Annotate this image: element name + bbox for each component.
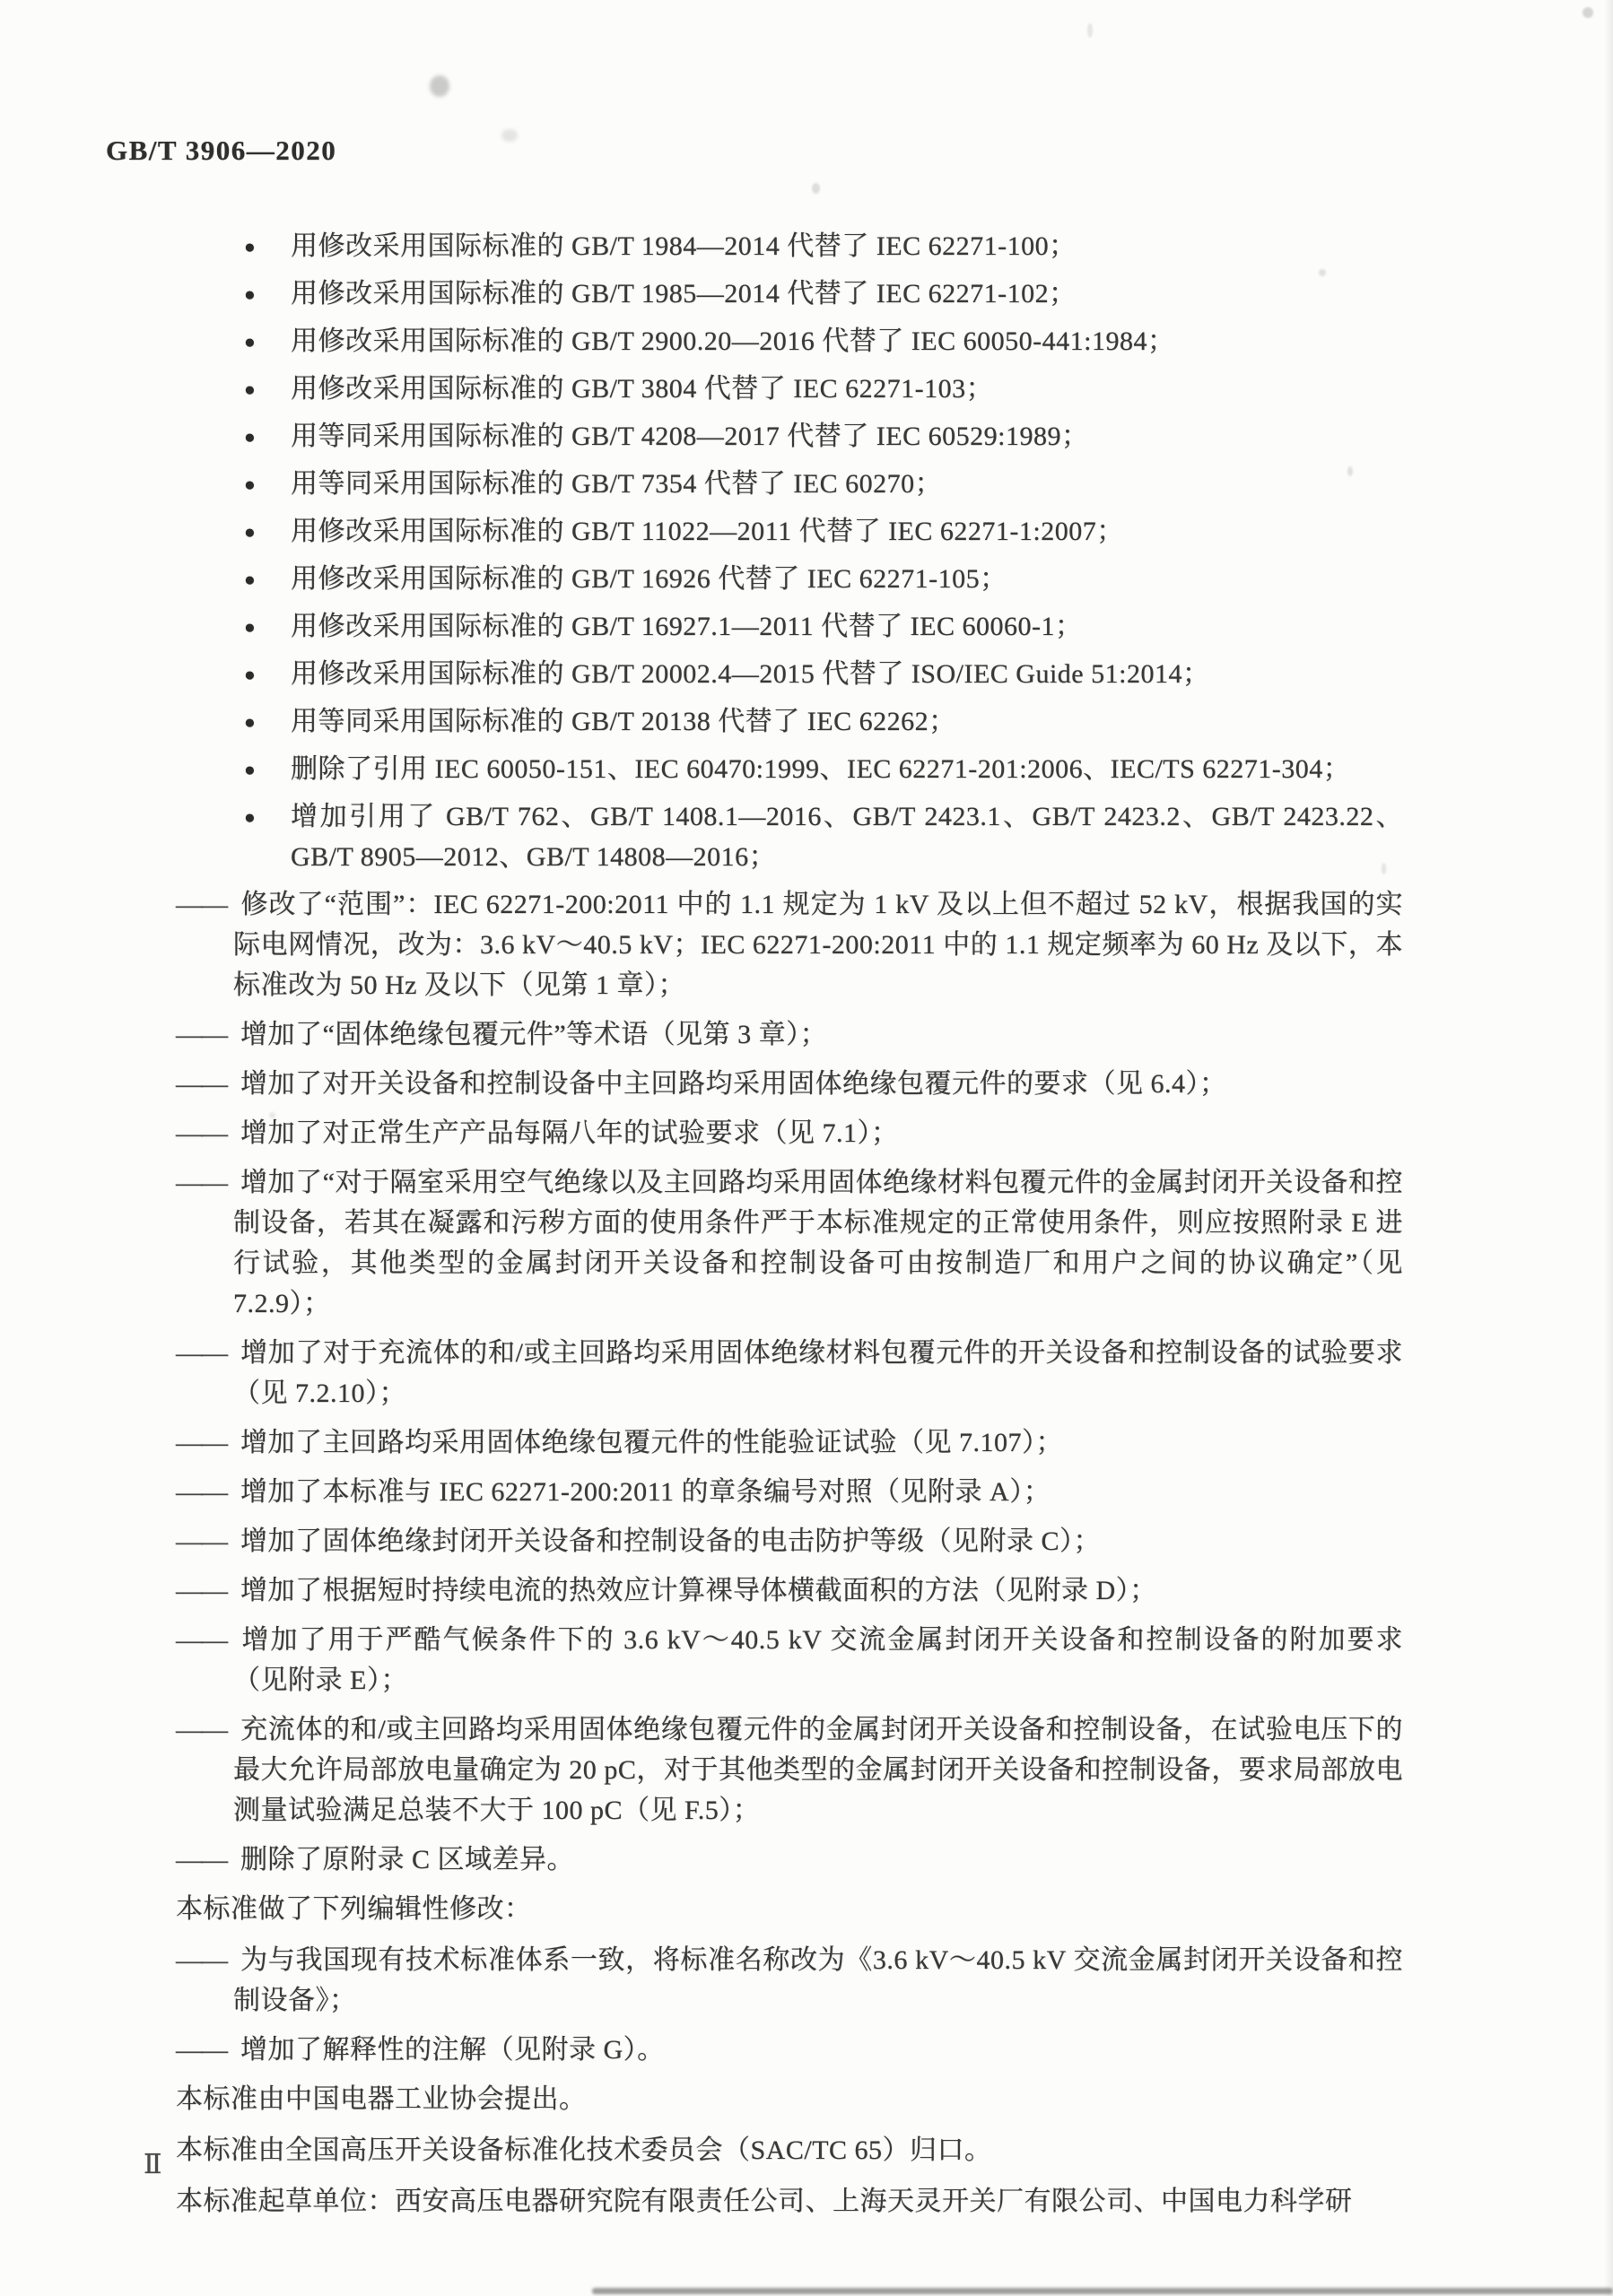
list-item xyxy=(176,2030,1403,2070)
list-item xyxy=(176,1570,1403,1611)
bullet-dot-icon: ● xyxy=(244,474,257,495)
dash-marker-icon: —— xyxy=(176,1845,226,1874)
dash-marker-icon: —— xyxy=(176,1526,226,1556)
dash-item-text: 增加了用于严酷气候条件下的 3.6 kV～40.5 kV 交流金属封闭开关设备和控制设备的附加要求（见附录 E）； xyxy=(233,1625,1404,1695)
dash-marker-icon: —— xyxy=(176,1715,226,1744)
bullet-item-text: 用修改采用国际标准的 GB/T 20002.4—2015 代替了 ISO/IEC Guide 51:2014； xyxy=(291,659,1210,689)
footer-paragraphs xyxy=(176,2079,1403,2222)
list-item xyxy=(176,701,1403,742)
list-item xyxy=(176,1064,1403,1104)
bullet-item-text: 增加引用了 GB/T 762、GB/T 1408.1—2016、GB/T 2423.1、GB/T 2423.2、GB/T 2423.22、GB/T 8905—2012、GB/T 14808—2016； xyxy=(291,802,1403,872)
scan-artifact xyxy=(1087,23,1093,38)
scan-artifact xyxy=(430,75,449,97)
dash-marker-icon: —— xyxy=(176,1576,226,1605)
dash-item-text: 增加了解释性的注解（见附录 G）。 xyxy=(240,2035,665,2065)
dash-marker-icon: —— xyxy=(176,1338,226,1368)
bullet-dot-icon: ● xyxy=(244,426,257,448)
scan-edge-shading xyxy=(1604,0,1613,2296)
list-item xyxy=(176,274,1403,314)
bullet-item-text: 用修改采用国际标准的 GB/T 2900.20—2016 代替了 IEC 60050-441:1984； xyxy=(291,326,1175,356)
bullet-dot-icon: ● xyxy=(244,283,257,305)
bullet-item-text: 用修改采用国际标准的 GB/T 16926 代替了 IEC 62271-105； xyxy=(291,564,1007,594)
bullet-item-text: 用修改采用国际标准的 GB/T 16927.1—2011 代替了 IEC 60060-1； xyxy=(291,612,1083,641)
list-item xyxy=(176,1422,1403,1463)
list-item xyxy=(176,1472,1403,1512)
dash-item-text: 增加了固体绝缘封闭开关设备和控制设备的电击防护等级（见附录 C）； xyxy=(240,1526,1102,1556)
bullet-item-text: 用等同采用国际标准的 GB/T 4208—2017 代替了 IEC 60529:1989； xyxy=(291,422,1089,451)
list-item xyxy=(176,369,1403,409)
list-item xyxy=(176,226,1403,266)
bullet-dot-icon: ● xyxy=(244,569,257,590)
scan-artifact xyxy=(812,183,820,194)
dash-item-text: 增加了对正常生产产品每隔八年的试验要求（见 7.1）； xyxy=(240,1118,899,1148)
bullet-dot-icon: ● xyxy=(244,806,257,828)
list-item xyxy=(176,749,1403,789)
footer-paragraph: 本标准由中国电器工业协会提出。 xyxy=(176,2084,587,2114)
dash-item-text: 增加了“固体绝缘包覆元件”等术语（见第 3 章）； xyxy=(240,1020,828,1049)
dash-marker-icon: —— xyxy=(176,1625,226,1655)
editorial-change-dash-list xyxy=(176,1940,1403,2070)
dash-marker-icon: —— xyxy=(176,890,226,919)
dash-item-text: 增加了“对于隔室采用空气绝缘以及主回路均采用固体绝缘材料包覆元件的金属封闭开关设备和控制设备，若其在凝露和污秽方面的使用条件严于本标准规定的正常使用条件，则应按照附录 E 进行试验，其他类型的金属封闭开关设备和控制设备可由按制造厂和用户之间的协议确定”（见 7.2.9）； xyxy=(233,1168,1403,1318)
dash-item-text: 增加了主回路均采用固体绝缘包覆元件的性能验证试验（见 7.107）； xyxy=(240,1428,1063,1457)
footer-paragraph: 本标准起草单位：西安高压电器研究院有限责任公司、上海天灵开关厂有限公司、中国电力科学研 xyxy=(176,2187,1353,2216)
page-content xyxy=(176,226,1403,2232)
bullet-item-text: 用等同采用国际标准的 GB/T 20138 代替了 IEC 62262； xyxy=(291,707,956,736)
dash-marker-icon: —— xyxy=(176,1168,226,1197)
list-item xyxy=(176,464,1403,504)
dash-item-text: 为与我国现有技术标准体系一致，将标准名称改为《3.6 kV～40.5 kV 交流金属封闭开关设备和控制设备》； xyxy=(233,1945,1404,2015)
list-item xyxy=(176,1014,1403,1055)
bullet-item-text: 删除了引用 IEC 60050-151、IEC 60470:1999、IEC 62271-201:2006、IEC/TS 62271-304； xyxy=(291,754,1351,784)
bullet-dot-icon: ● xyxy=(244,378,257,400)
bullet-dot-icon: ● xyxy=(244,664,257,685)
bullet-item-text: 用修改采用国际标准的 GB/T 3804 代替了 IEC 62271-103； xyxy=(291,374,994,404)
dash-item-text: 增加了根据短时持续电流的热效应计算裸导体横截面积的方法（见附录 D）； xyxy=(240,1576,1157,1605)
bullet-item-text: 用修改采用国际标准的 GB/T 1984—2014 代替了 IEC 62271-100； xyxy=(291,231,1077,261)
replacement-bullet-list xyxy=(176,226,1403,877)
dash-item-text: 删除了原附录 C 区域差异。 xyxy=(240,1845,575,1874)
dash-marker-icon: —— xyxy=(176,1477,226,1507)
list-item xyxy=(176,884,1403,1005)
bullet-item-text: 用修改采用国际标准的 GB/T 1985—2014 代替了 IEC 62271-102； xyxy=(291,279,1077,309)
list-item xyxy=(176,1940,1403,2021)
dash-marker-icon: —— xyxy=(176,1428,226,1457)
bullet-item-text: 用修改采用国际标准的 GB/T 11022—2011 代替了 IEC 62271-1:2007； xyxy=(291,517,1124,546)
list-item xyxy=(176,1521,1403,1561)
dash-marker-icon: —— xyxy=(176,1069,226,1099)
bullet-dot-icon: ● xyxy=(244,521,257,543)
list-item xyxy=(176,654,1403,694)
dash-item-text: 增加了对开关设备和控制设备中主回路均采用固体绝缘包覆元件的要求（见 6.4）； xyxy=(240,1069,1227,1099)
list-item xyxy=(176,1709,1403,1831)
list-item xyxy=(176,1620,1403,1700)
list-item xyxy=(176,559,1403,599)
footer-paragraph: 本标准由全国高压开关设备标准化技术委员会（SAC/TC 65）归口。 xyxy=(176,2135,992,2165)
dash-item-text: 修改了“范围”：IEC 62271-200:2011 中的 1.1 规定为 1 kV 及以上但不超过 52 kV，根据我国的实际电网情况，改为：3.6 kV～40.5 kV；IEC 62271-200:2011 中的 1.1 规定频率为 60 Hz 及以下，本标准改为 50 Hz 及以下（见第 1 章）； xyxy=(233,890,1403,1000)
dash-item-text: 充流体的和/或主回路均采用固体绝缘包覆元件的金属封闭开关设备和控制设备，在试验电压下的最大允许局部放电量确定为 20 pC，对于其他类型的金属封闭开关设备和控制设备，要求局部放电测量试验满足总装不大于 100 pC（见 F.5）； xyxy=(233,1715,1404,1825)
bullet-dot-icon: ● xyxy=(244,236,257,257)
list-item xyxy=(176,511,1403,552)
scan-edge-artifact xyxy=(592,2288,1613,2294)
scan-artifact xyxy=(1582,7,1593,18)
list-item xyxy=(176,606,1403,647)
bullet-dot-icon: ● xyxy=(244,711,257,733)
list-item xyxy=(176,416,1403,457)
dash-item-text: 增加了本标准与 IEC 62271-200:2011 的章条编号对照（见附录 A）； xyxy=(240,1477,1051,1507)
list-item xyxy=(176,796,1403,877)
technical-change-dash-list xyxy=(176,884,1403,1880)
editorial-intro-paragraph: 本标准做了下列编辑性修改： xyxy=(176,1894,532,1924)
list-item xyxy=(176,1113,1403,1153)
dash-marker-icon: —— xyxy=(176,1945,226,1975)
list-item xyxy=(176,1333,1403,1413)
standard-number-header: GB/T 3906—2020 xyxy=(106,135,337,166)
dash-item-text: 增加了对于充流体的和/或主回路均采用固体绝缘材料包覆元件的开关设备和控制设备的试验要求（见 7.2.10）； xyxy=(233,1338,1404,1408)
dash-marker-icon: —— xyxy=(176,2035,226,2065)
bullet-dot-icon: ● xyxy=(244,331,257,352)
dash-marker-icon: —— xyxy=(176,1020,226,1049)
list-item xyxy=(176,321,1403,361)
bullet-dot-icon: ● xyxy=(244,616,257,638)
list-item xyxy=(176,1839,1403,1880)
dash-marker-icon: —— xyxy=(176,1118,226,1148)
list-item xyxy=(176,1162,1403,1324)
bullet-item-text: 用等同采用国际标准的 GB/T 7354 代替了 IEC 60270； xyxy=(291,469,943,499)
bullet-dot-icon: ● xyxy=(244,759,257,780)
scan-artifact xyxy=(501,129,518,142)
page-number: Ⅱ xyxy=(144,2150,162,2179)
